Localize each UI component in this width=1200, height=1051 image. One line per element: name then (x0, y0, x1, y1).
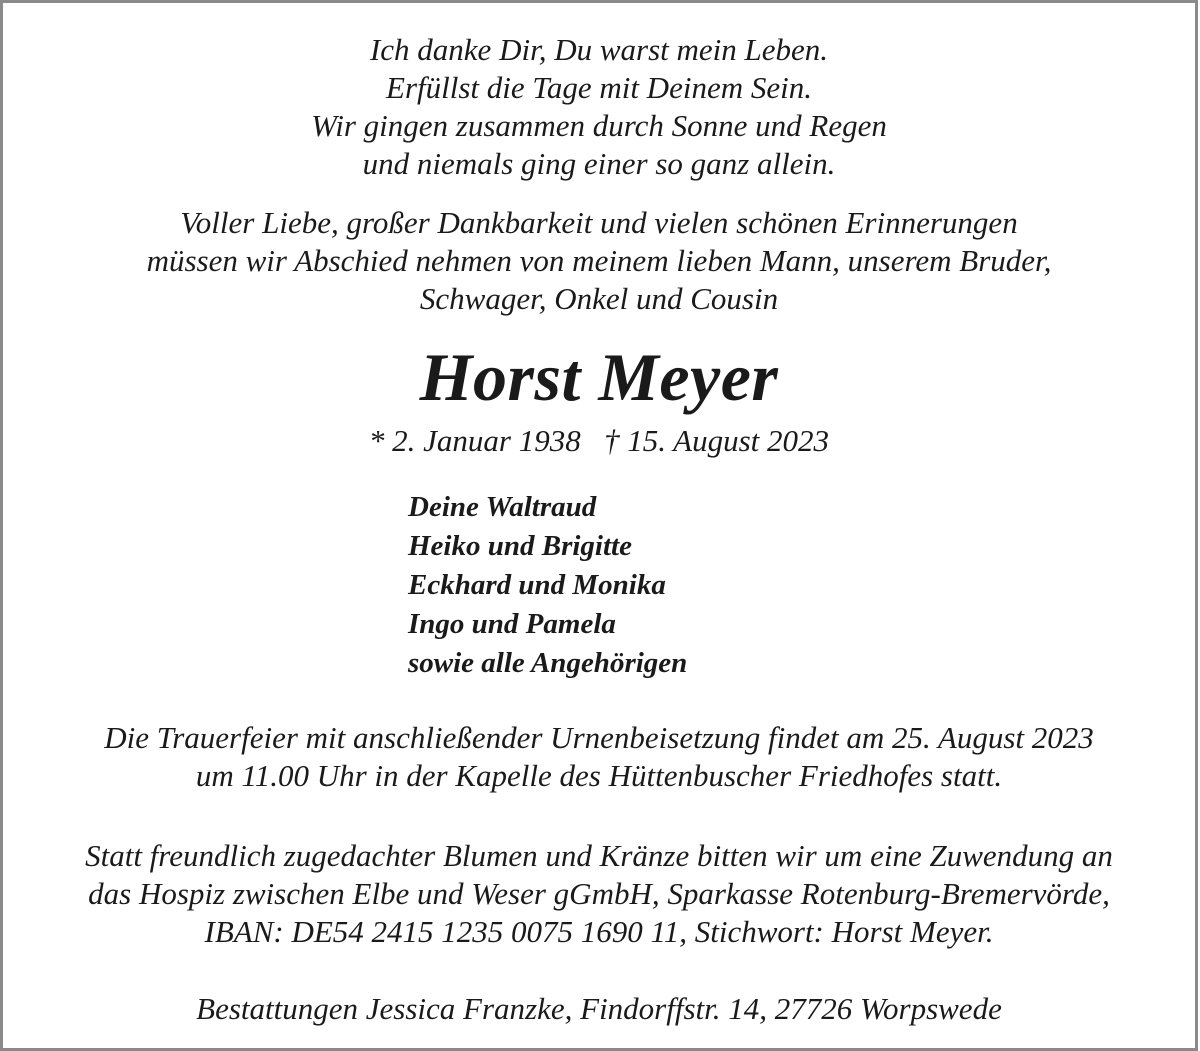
intro-line: Schwager, Onkel und Cousin (419, 281, 779, 316)
donation-line: IBAN: DE54 2415 1235 0075 1690 11, Stichwort: Horst Meyer. (204, 914, 994, 949)
ceremony-notice (3, 719, 1195, 795)
poem-line: und niemals ging einer so ganz allein. (362, 146, 836, 181)
intro-line: Voller Liebe, großer Dankbarkeit und vielen schönen Erinnerungen (180, 205, 1018, 240)
life-dates: * 2. Januar 1938 † 15. August 2023 (368, 423, 830, 458)
family-member: Eckhard und Monika (408, 569, 666, 601)
family-member: Heiko und Brigitte (408, 530, 632, 562)
family-signatures (408, 488, 687, 683)
poem-line: Wir gingen zusammen durch Sonne und Regen (311, 108, 887, 143)
family-member: Deine Waltraud (408, 491, 597, 523)
poem-line: Ich danke Dir, Du warst mein Leben. (369, 32, 829, 67)
donation-notice (3, 837, 1195, 951)
family-member: sowie alle Angehörigen (408, 647, 688, 679)
ceremony-line: um 11.00 Uhr in der Kapelle des Hüttenbuscher Friedhofes statt. (195, 758, 1003, 793)
family-member: Ingo und Pamela (408, 608, 616, 640)
deceased-name: Horst Meyer (419, 339, 779, 415)
poem-line: Erfüllst die Tage mit Deinem Sein. (386, 70, 812, 105)
intro-text (3, 204, 1195, 318)
obituary-content (3, 3, 1195, 1048)
ceremony-line: Die Trauerfeier mit anschließender Urnenbeisetzung findet am 25. August 2023 (104, 720, 1094, 755)
donation-line: das Hospiz zwischen Elbe und Weser gGmbH, Sparkasse Rotenburg-Bremervörde, (88, 876, 1110, 911)
intro-line: müssen wir Abschied nehmen von meinem lieben Mann, unserem Bruder, (146, 243, 1052, 278)
donation-line: Statt freundlich zugedachter Blumen und Kränze bitten wir um eine Zuwendung an (85, 838, 1113, 873)
poem (3, 31, 1195, 183)
undertaker-info: Bestattungen Jessica Franzke, Findorffstr. 14, 27726 Worpswede (196, 991, 1002, 1026)
